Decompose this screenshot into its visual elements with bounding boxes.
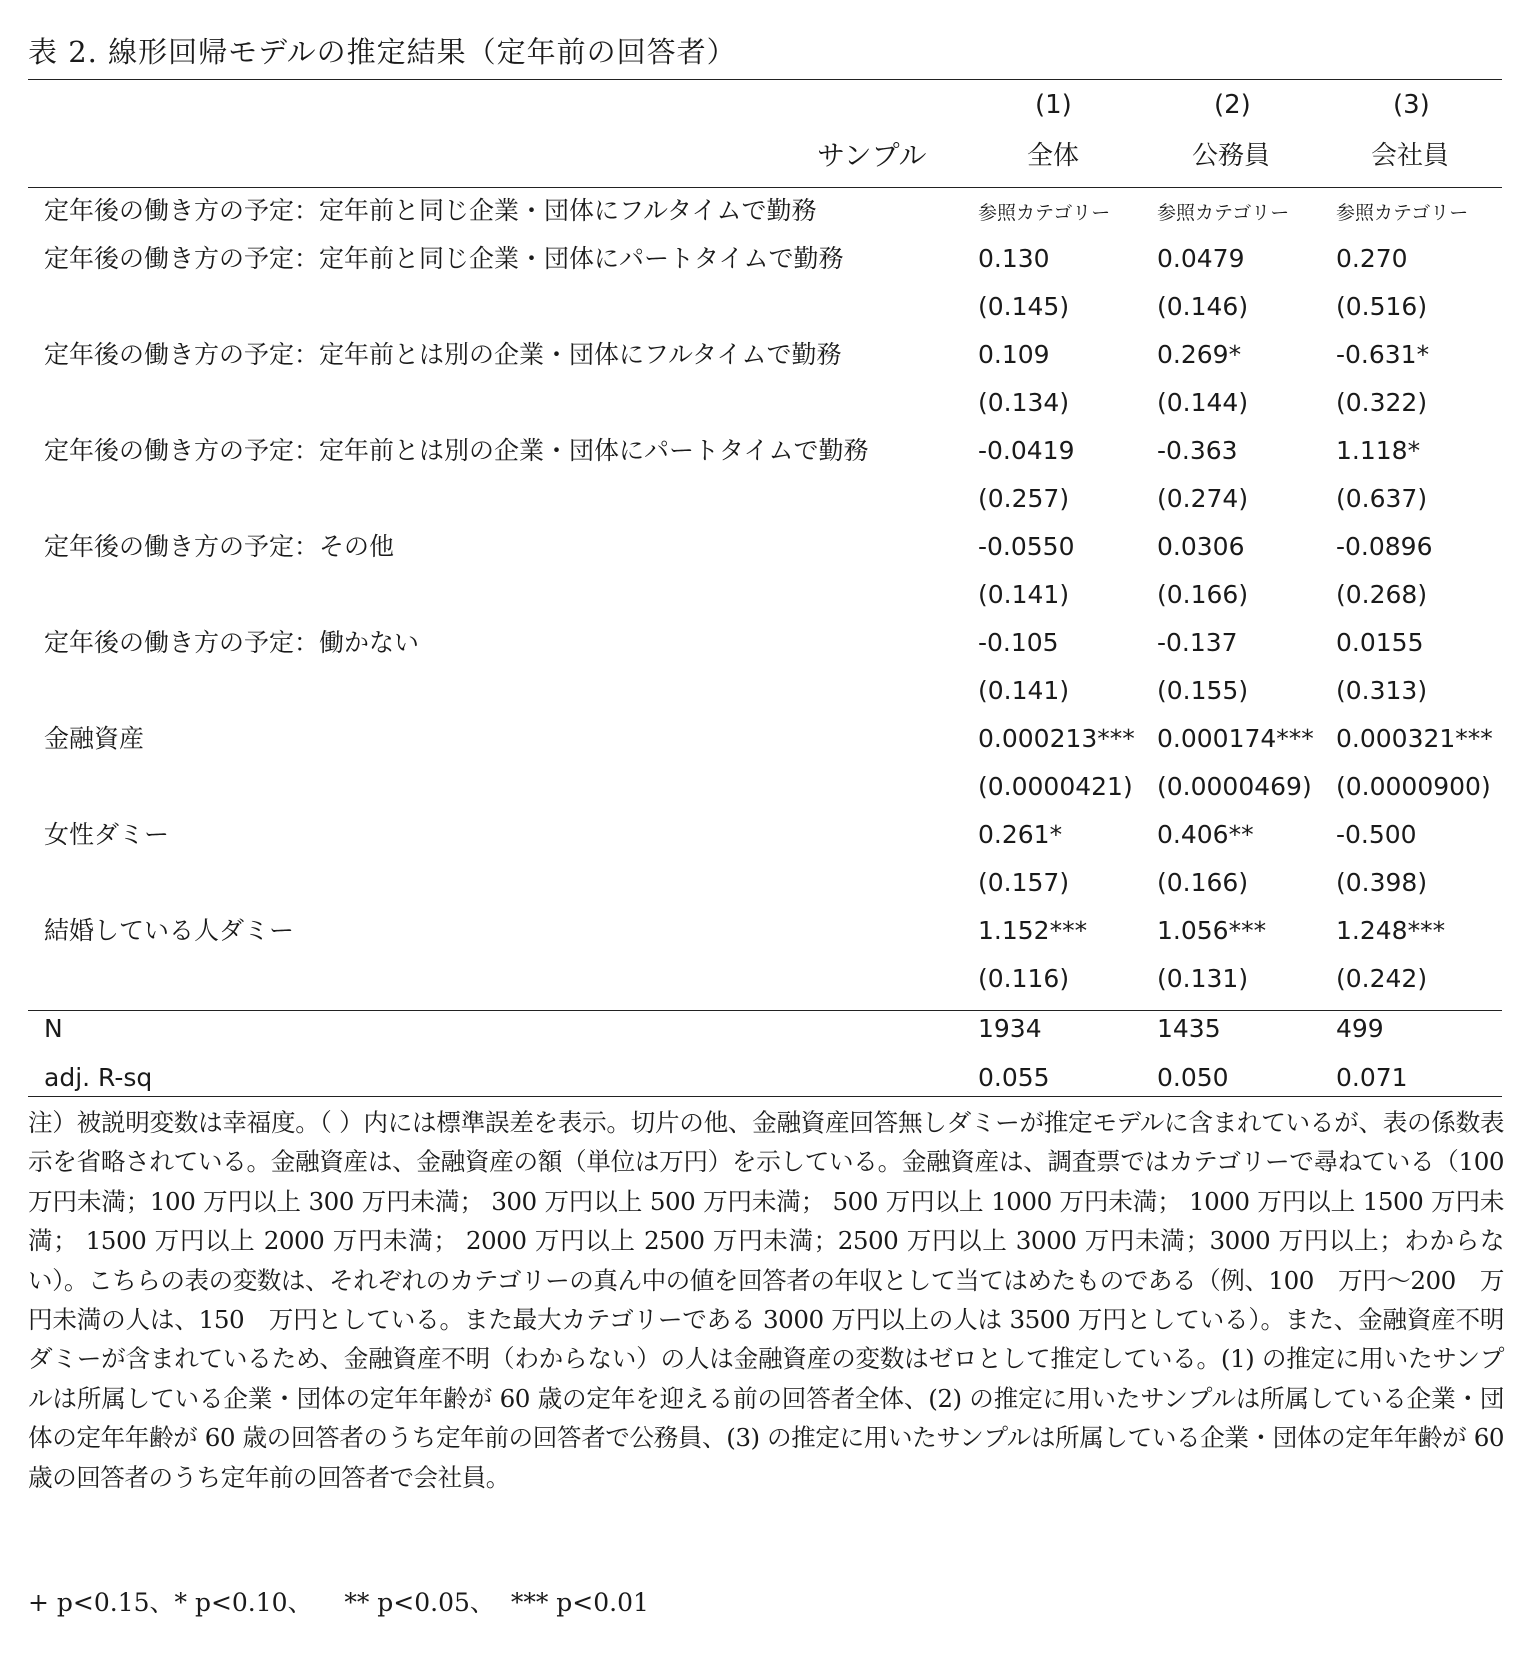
row-label: 定年後の働き方の予定：定年前とは別の企業・団体にフルタイムで勤務 <box>44 340 842 369</box>
se-cell: (0.0000900) <box>1336 772 1491 801</box>
coef-cell: 1.118* <box>1336 436 1421 465</box>
col-number-2: (2) <box>1214 90 1251 120</box>
se-cell: (0.637) <box>1336 484 1428 513</box>
se-cell: (0.141) <box>978 580 1070 609</box>
coef-cell: -0.0896 <box>1336 532 1433 561</box>
coef-cell: 0.109 <box>978 340 1050 369</box>
se-cell: (0.274) <box>1157 484 1249 513</box>
stat-cell: 499 <box>1336 1014 1384 1043</box>
ref-category: 参照カテゴリー <box>1157 202 1290 224</box>
se-cell: (0.157) <box>978 868 1070 897</box>
col-group-2: 公務員 <box>1192 141 1271 171</box>
ref-category: 参照カテゴリー <box>978 202 1111 224</box>
stats-rule <box>28 1010 1502 1011</box>
coef-cell: -0.105 <box>978 628 1059 657</box>
coef-cell: -0.500 <box>1336 820 1417 849</box>
coef-cell: 0.261* <box>978 820 1063 849</box>
col-number-3: (3) <box>1393 90 1430 120</box>
se-cell: (0.166) <box>1157 868 1249 897</box>
stat-label-rsq: adj. R-sq <box>44 1063 153 1092</box>
se-cell: (0.516) <box>1336 292 1428 321</box>
row-label: 定年後の働き方の予定：定年前と同じ企業・団体にパートタイムで勤務 <box>44 244 844 273</box>
coef-cell: 1.056*** <box>1157 916 1267 945</box>
table-note: 注）被説明変数は幸福度。（ ）内には標準誤差を表示。切片の他、金融資産回答無しダミーが推定モデルに含まれているが、表の係数表示を省略されている。金融資産は、金融資産の額（単位は万円）を示している。金融資産は、調査票ではカテゴリーで尋ねている（100 万円未満；100 万円以上 300 万円未満； 300 万円以上 500 万円未満； 500 万円以上 1000 万円未満； 1000 万円以上 1500 万円未満； 1500 万円以上 2000 万円未満； 2000 万円以上 2500 万円未満；2500 万円以上 3000 万円未満；3000 万円以上；わからない）。こちらの表の変数は、それぞれのカテゴリーの真ん中の値を回答者の年収として当てはめたものである（例、100 万円～200 万円未満の人は、150 万円としている。また最大カテゴリーである 3000 万円以上の人は 3500 万円としている）。また、金融資産不明ダミーが含まれているため、金融資産不明（わからない）の人は金融資産の変数はゼロとして推定している。(1) の推定に用いたサンプルは所属している企業・団体の定年年齢が 60 歳の定年を迎える前の回答者全体、(2) の推定に用いたサンプルは所属している企業・団体の定年年齢が 60 歳の回答者のうち定年前の回答者で公務員、(3) の推定に用いたサンプルは所属している企業・団体の定年年齢が 60 歳の回答者のうち定年前の回答者で会社員。 <box>28 1108 1504 1492</box>
bottom-rule <box>28 1096 1502 1097</box>
se-cell: (0.144) <box>1157 388 1249 417</box>
se-cell: (0.0000421) <box>978 772 1133 801</box>
row-label: 金融資産 <box>44 724 145 753</box>
coef-cell: -0.363 <box>1157 436 1238 465</box>
se-cell: (0.242) <box>1336 964 1428 993</box>
coef-cell: -0.631* <box>1336 340 1430 369</box>
coef-cell: 0.0306 <box>1157 532 1245 561</box>
stat-cell: 0.055 <box>978 1063 1050 1092</box>
coef-cell: 1.152*** <box>978 916 1088 945</box>
coef-cell: 0.130 <box>978 244 1050 273</box>
se-cell: (0.257) <box>978 484 1070 513</box>
se-cell: (0.131) <box>1157 964 1249 993</box>
col-group-3: 会社員 <box>1371 141 1450 171</box>
coef-cell: 0.000321*** <box>1336 724 1493 753</box>
coef-cell: -0.137 <box>1157 628 1238 657</box>
top-rule <box>28 79 1502 80</box>
se-cell: (0.322) <box>1336 388 1428 417</box>
coef-cell: 0.406** <box>1157 820 1254 849</box>
table-title: 表 2. 線形回帰モデルの推定結果（定年前の回答者） <box>28 35 737 69</box>
ref-category: 参照カテゴリー <box>1336 202 1469 224</box>
coef-cell: 0.0155 <box>1336 628 1424 657</box>
stat-cell: 0.050 <box>1157 1063 1229 1092</box>
se-cell: (0.0000469) <box>1157 772 1312 801</box>
significance-legend: + p<0.15、* p<0.10、 ** p<0.05、 *** p<0.01 <box>28 1588 649 1617</box>
col-number-1: (1) <box>1035 90 1072 120</box>
coef-cell: 0.270 <box>1336 244 1408 273</box>
se-cell: (0.116) <box>978 964 1070 993</box>
se-cell: (0.155) <box>1157 676 1249 705</box>
coef-cell: -0.0419 <box>978 436 1075 465</box>
row-label: 女性ダミー <box>44 820 170 849</box>
stat-cell: 1934 <box>978 1014 1042 1043</box>
row-label: 定年後の働き方の予定：働かない <box>44 628 420 657</box>
coef-cell: 0.000213*** <box>978 724 1135 753</box>
coef-cell: 0.0479 <box>1157 244 1245 273</box>
coef-cell: 0.269* <box>1157 340 1242 369</box>
sample-label: サンプル <box>817 139 927 172</box>
row-label: 定年後の働き方の予定：定年前と同じ企業・団体にフルタイムで勤務 <box>44 196 817 225</box>
se-cell: (0.145) <box>978 292 1070 321</box>
stat-cell: 1435 <box>1157 1014 1221 1043</box>
se-cell: (0.268) <box>1336 580 1428 609</box>
col-group-1: 全体 <box>1027 141 1080 171</box>
row-label: 結婚している人ダミー <box>44 916 295 945</box>
coef-cell: -0.0550 <box>978 532 1075 561</box>
stat-cell: 0.071 <box>1336 1063 1408 1092</box>
stat-label-n: N <box>44 1014 63 1043</box>
header-rule <box>28 187 1502 188</box>
se-cell: (0.313) <box>1336 676 1428 705</box>
coef-cell: 0.000174*** <box>1157 724 1314 753</box>
se-cell: (0.166) <box>1157 580 1249 609</box>
row-label: 定年後の働き方の予定：定年前とは別の企業・団体にパートタイムで勤務 <box>44 436 869 465</box>
se-cell: (0.146) <box>1157 292 1249 321</box>
row-label: 定年後の働き方の予定：その他 <box>44 532 395 561</box>
coef-cell: 1.248*** <box>1336 916 1446 945</box>
se-cell: (0.134) <box>978 388 1070 417</box>
se-cell: (0.141) <box>978 676 1070 705</box>
se-cell: (0.398) <box>1336 868 1428 897</box>
